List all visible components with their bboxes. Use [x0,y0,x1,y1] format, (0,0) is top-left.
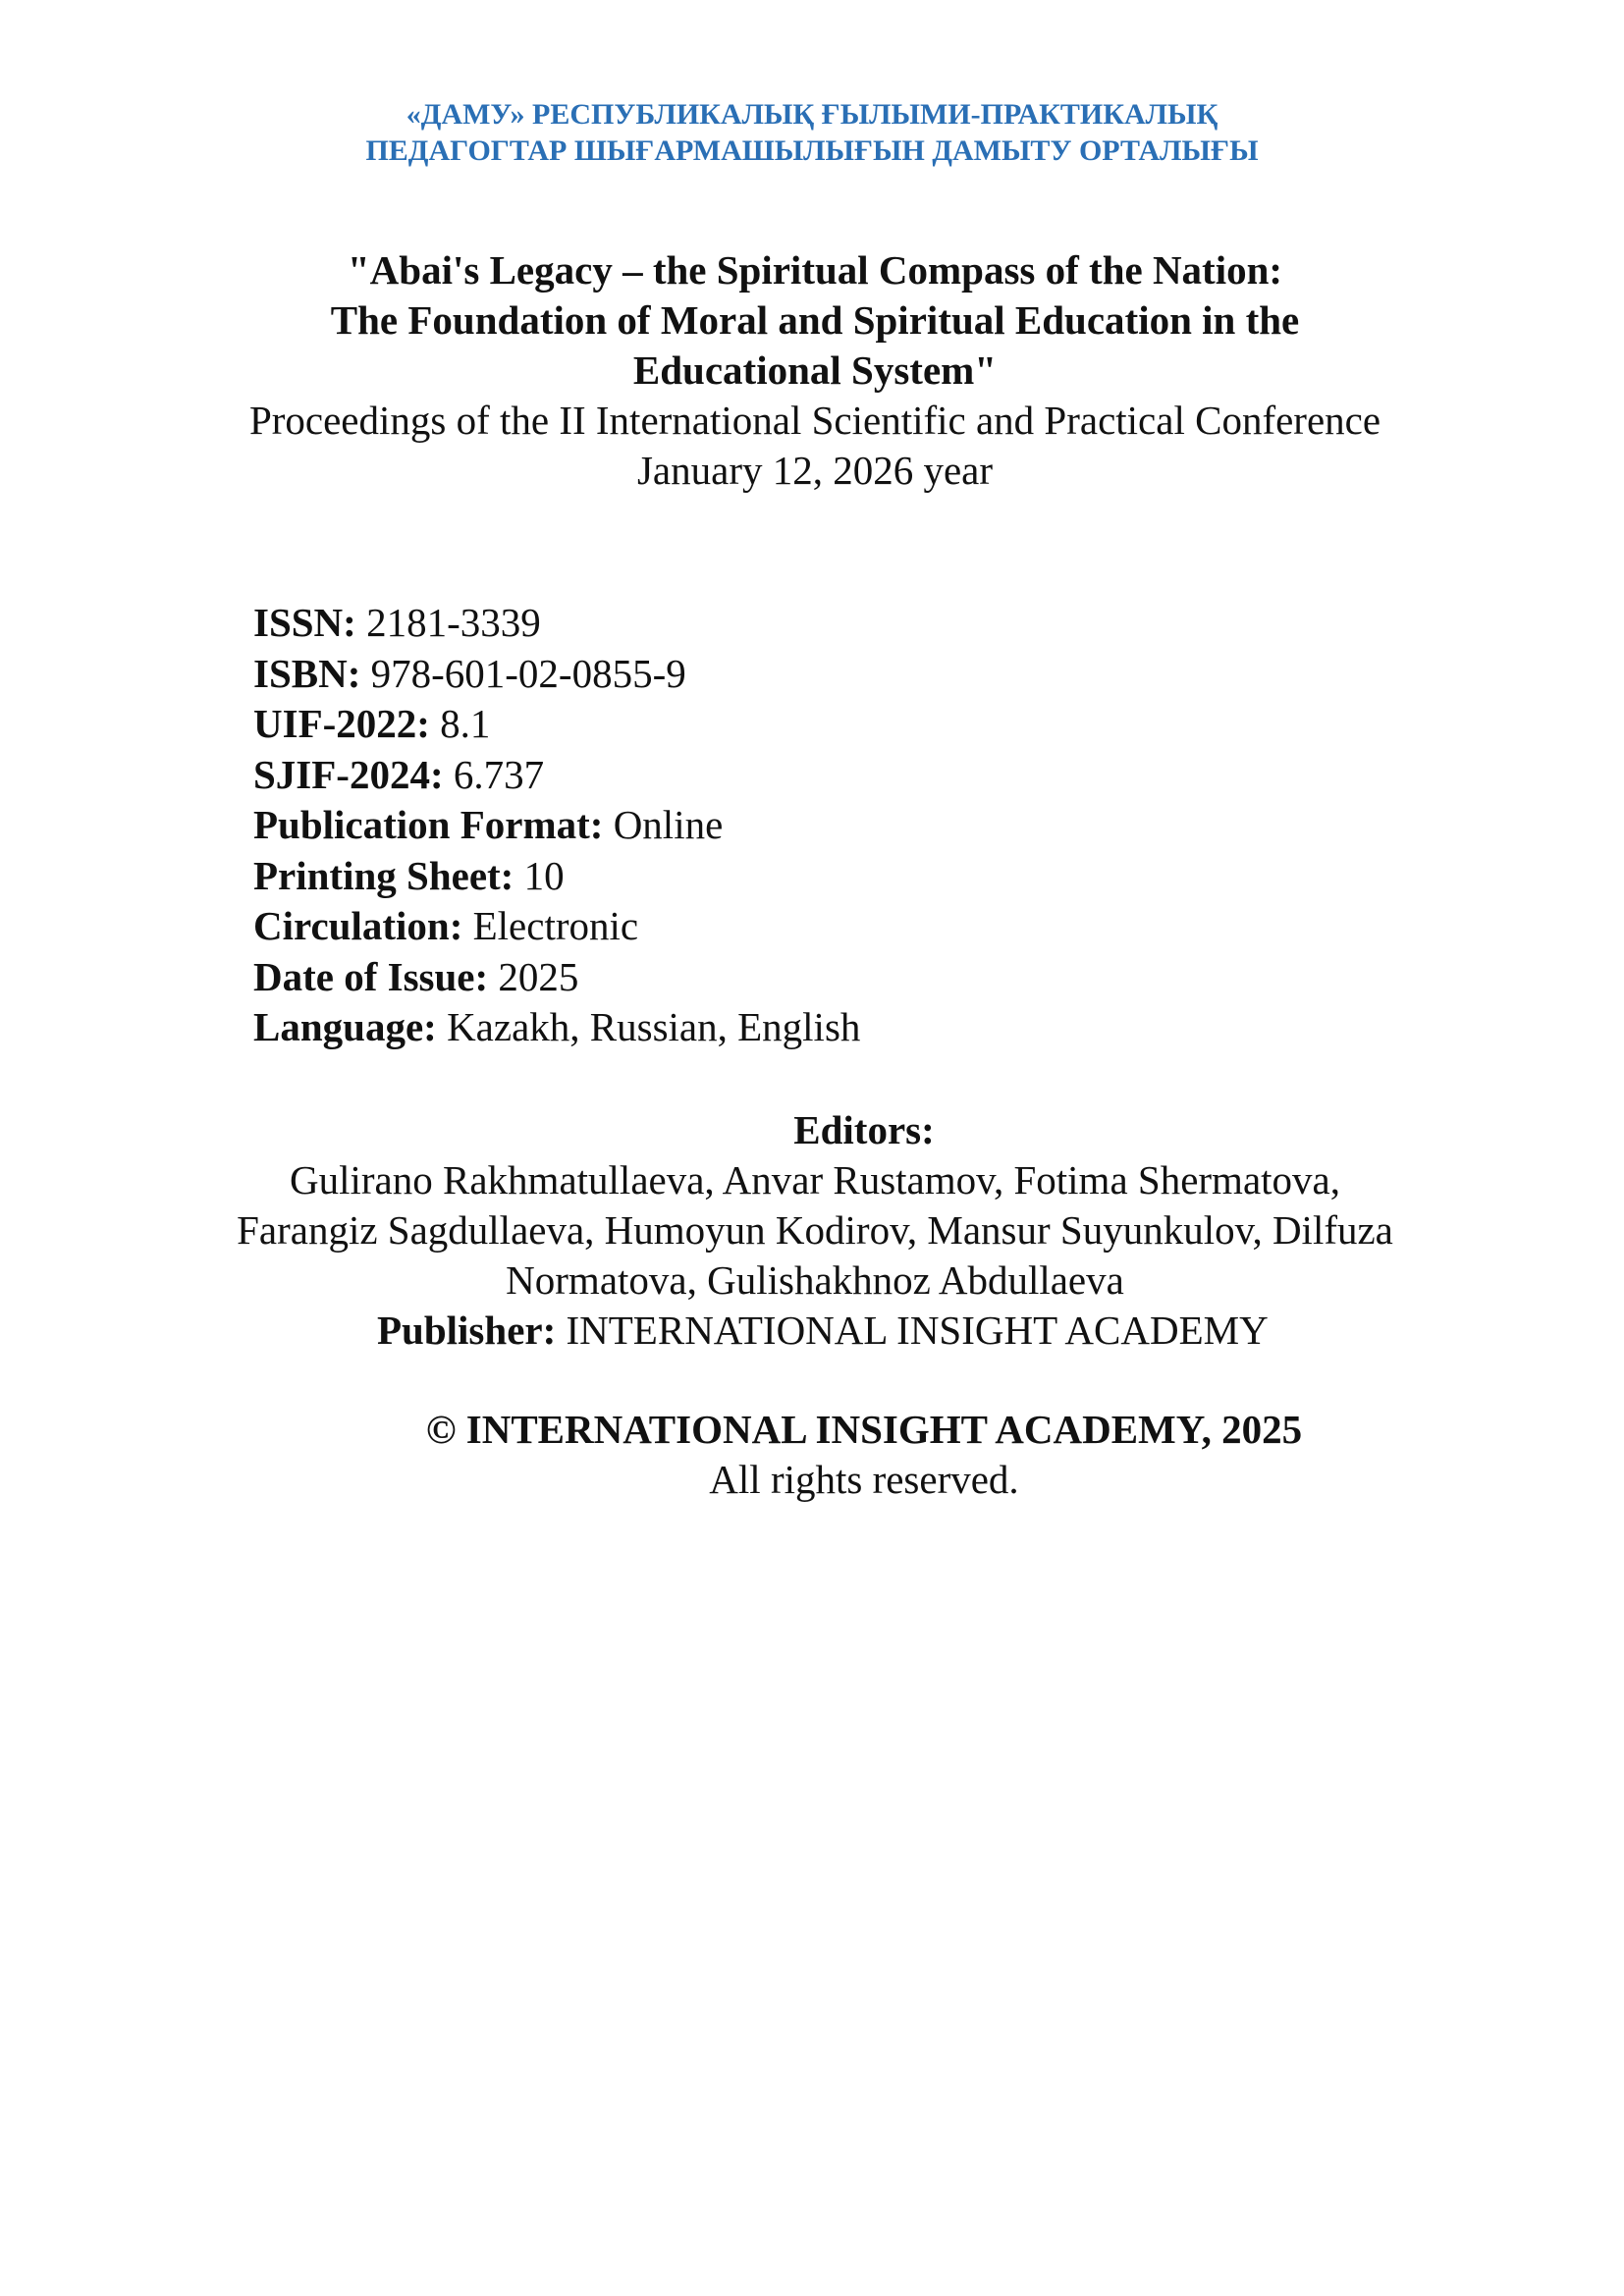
title-line-2: The Foundation of Moral and Spiritual Education in the [330,297,1300,343]
metadata-key: ISSN: [253,600,356,645]
metadata-row-uif [253,699,860,750]
metadata-value: 6.737 [443,751,545,797]
metadata-row-publication-format [253,800,860,851]
publisher-line [377,1306,1269,1356]
metadata-value: 2025 [488,953,579,999]
organization-name-line-2: ПЕДАГОГТАР ШЫҒАРМАШЫЛЫҒЫН ДАМЫТУ ОРТАЛЫҒЫ [365,134,1259,167]
metadata-row-language [253,1002,860,1053]
metadata-key: SJIF-2024: [253,751,444,797]
publication-metadata [253,598,860,1053]
metadata-value: 2181-3339 [355,600,541,645]
metadata-value: Online [603,802,724,847]
metadata-row-sjif [253,750,860,801]
metadata-row-issn [253,598,860,649]
metadata-key: Circulation: [253,903,463,948]
metadata-key: ISBN: [253,650,361,696]
publisher-key: Publisher: [377,1308,557,1353]
conference-date: January 12, 2026 year [636,448,994,493]
metadata-key: Date of Issue: [253,953,489,999]
editors-line-1: Gulirano Rakhmatullaeva, Anvar Rustamov, Fotima Shermatova, [290,1157,1340,1202]
organization-header [0,96,1624,169]
editors-list [177,1155,1453,1306]
copyright-notice: © INTERNATIONAL INSIGHT ACADEMY, 2025 [425,1407,1303,1452]
title-line-1: "Abai's Legacy – the Spiritual Compass of the Nation: [347,247,1283,293]
editors-heading: Editors: [793,1107,935,1152]
title-line-3: Educational System" [632,347,998,393]
metadata-row-isbn [253,649,860,700]
conference-title-block [0,245,1624,496]
publisher-value: INTERNATIONAL INSIGHT ACADEMY [556,1308,1269,1353]
metadata-value: 10 [514,852,565,898]
metadata-row-circulation [253,901,860,952]
metadata-key: Publication Format: [253,802,604,847]
metadata-value: Electronic [462,903,639,948]
organization-name-line-1: «ДАМУ» РЕСПУБЛИКАЛЫҚ ҒЫЛЫМИ-ПРАКТИКАЛЫҚ [406,98,1218,131]
metadata-key: Language: [253,1004,437,1049]
rights-reserved: All rights reserved. [709,1457,1019,1502]
copyright-section [0,1405,1624,1505]
editors-line-3: Normatova, Gulishakhnoz Abdullaeva [506,1257,1124,1303]
metadata-key: UIF-2022: [253,701,430,746]
metadata-row-printing-sheet [253,851,860,902]
metadata-value: 8.1 [429,701,491,746]
proceedings-subtitle: Proceedings of the II International Scientific and Practical Conference [248,398,1381,443]
metadata-key: Printing Sheet: [253,852,514,898]
metadata-value: Kazakh, Russian, English [436,1004,861,1049]
metadata-value: 978-601-02-0855-9 [360,650,686,696]
metadata-row-date-of-issue [253,952,860,1003]
editors-line-2: Farangiz Sagdullaeva, Humoyun Kodirov, Mansur Suyunkulov, Dilfuza [237,1207,1393,1253]
